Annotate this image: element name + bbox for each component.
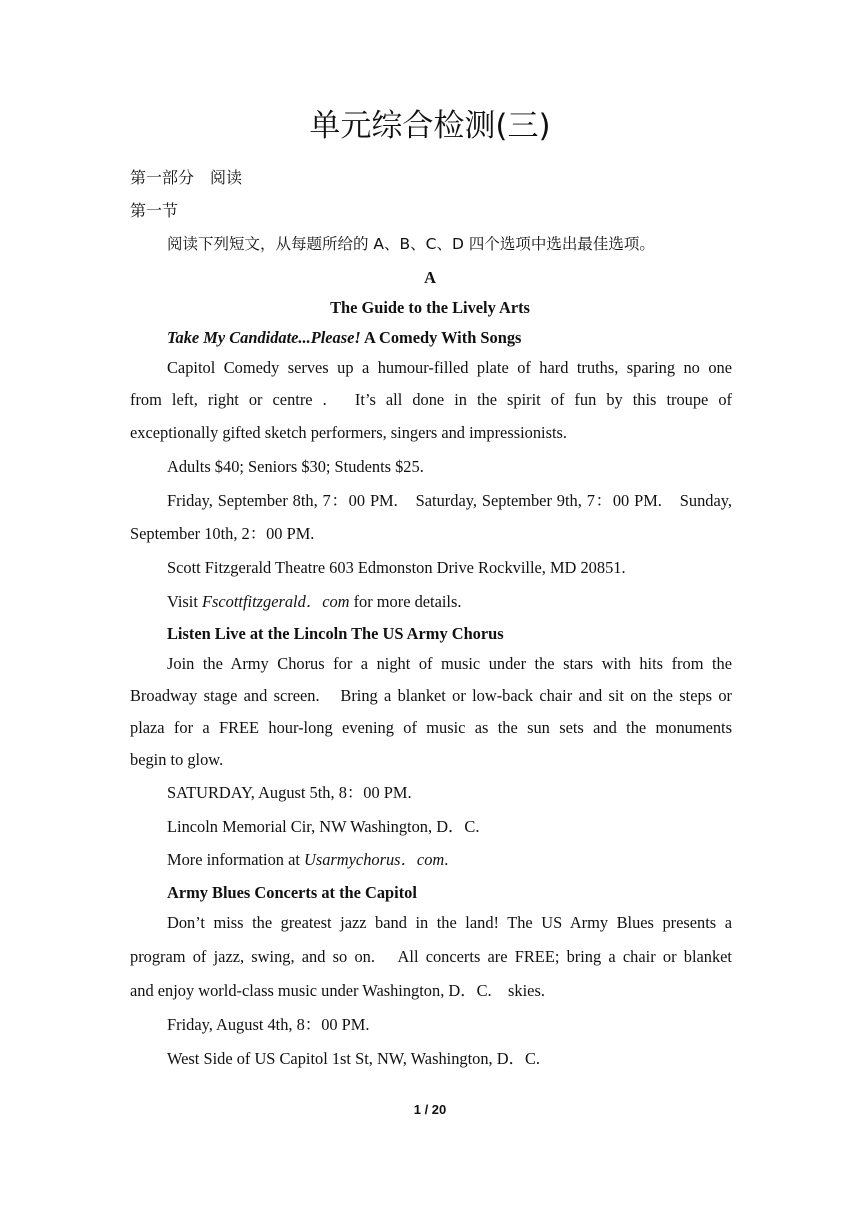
section-heading: 第一节 [130,201,179,220]
event-description-line: Capitol Comedy serves up a humour-filled plate of hard truths, sparing no one [167,358,732,377]
event-heading-italic: Take My Candidate...Please! [167,328,361,347]
event-description-line: begin to glow. [130,750,224,769]
event-info-prefix: Visit [167,592,202,611]
event-info-suffix: for more details. [349,592,462,611]
event-info-prefix: More information at [167,850,305,869]
event-description-line: Join the Army Chorus for a night of music under the stars with hits from the [167,654,732,673]
part-heading: 第一部分 阅读 [130,168,243,187]
event-heading-rest: A Comedy With Songs [360,328,522,347]
page-number: 1 / 20 [413,1102,447,1117]
passage-letter: A [424,268,436,287]
event-description-line: Broadway stage and screen. Bring a blanket or low-back chair and sit on the steps or [130,686,732,705]
event-prices: Adults $40; Seniors $30; Students $25. [167,457,424,476]
event-description-line: Don’t miss the greatest jazz band in the land! The US Army Blues presents a [167,913,732,932]
event-description-line: and enjoy world-class music under Washington, D．C. skies. [130,981,545,1000]
event-description-line: program of jazz, swing, and so on. All concerts are FREE; bring a chair or blanket [130,947,732,966]
passage-title: The Guide to the Lively Arts [330,298,530,317]
event-heading: Listen Live at the Lincoln The US Army Chorus [167,624,504,643]
event-time-line: Friday, September 8th, 7：00 PM. Saturday, September 9th, 7：00 PM. Sunday, [167,491,732,510]
event-address: Scott Fitzgerald Theatre 603 Edmonston Drive Rockville, MD 20851. [167,558,626,577]
event-address: West Side of US Capitol 1st St, NW, Washington, D．C. [167,1049,540,1068]
event-description-line: plaza for a FREE hour-long evening of music as the sun sets and the monuments [130,718,732,737]
event-info-suffix: . [444,850,449,869]
event-info-link: Fscottfitzgerald．com [202,592,350,611]
event-description-line: exceptionally gifted sketch performers, singers and impressionists. [130,423,567,442]
event-time: SATURDAY, August 5th, 8：00 PM. [167,783,412,802]
event-heading: Army Blues Concerts at the Capitol [167,883,417,902]
event-info [167,849,732,871]
event-time: Friday, August 4th, 8：00 PM. [167,1015,370,1034]
event-heading [167,327,732,349]
event-time-line: September 10th, 2：00 PM. [130,524,315,543]
event-info-link: Usarmychorus．com [304,850,445,869]
instruction: 阅读下列短文，从每题所给的 A、B、C、D 四个选项中选出最佳选项。 [167,235,655,253]
event-info [167,591,732,613]
event-address: Lincoln Memorial Cir, NW Washington, D．C. [167,817,480,836]
document-title: 单元综合检测(三) [309,108,551,144]
event-description-line: from left, right or centre . It’s all done in the spirit of fun by this troupe of [130,390,732,409]
